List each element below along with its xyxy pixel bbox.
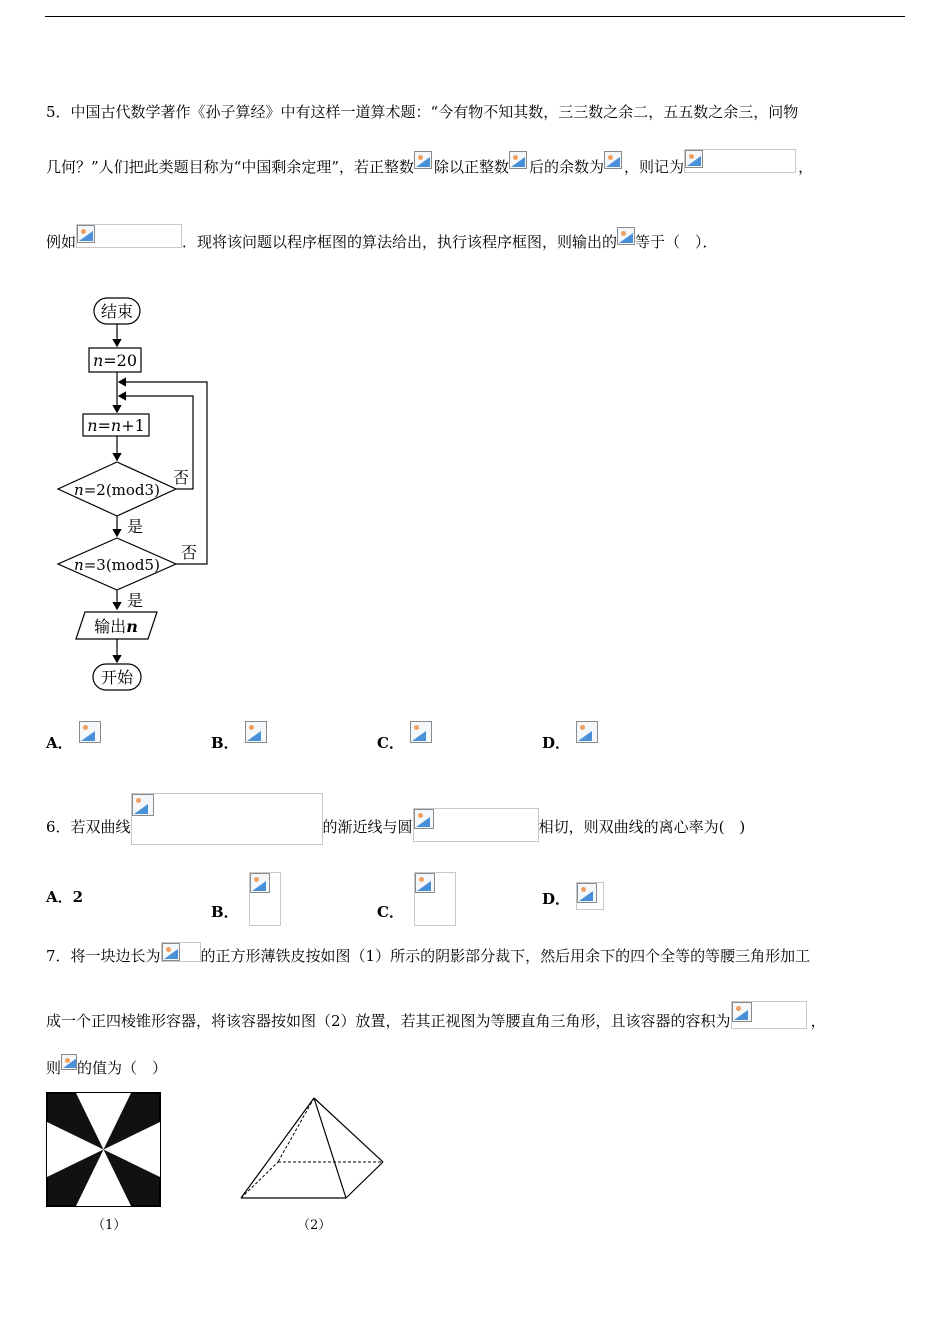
q5-option-c[interactable] [377, 732, 426, 755]
figure-1-square [46, 1092, 162, 1208]
formula-image-icon [61, 1054, 77, 1070]
flowchart [50, 290, 220, 695]
option-label: A． [46, 734, 73, 752]
option-label: D． [542, 734, 571, 752]
q5-text: ， [798, 158, 814, 176]
q5-line-2 [46, 155, 813, 179]
flow-init-label: n=20 [92, 351, 138, 370]
q7-text: 的值为（ ） [77, 1059, 168, 1077]
option-label: A．2 [46, 888, 84, 906]
formula-image-icon [76, 224, 182, 248]
flow-no-label: 否 [173, 468, 190, 487]
q7-line-3 [46, 1057, 167, 1078]
option-label: C． [377, 734, 404, 752]
q5-option-b[interactable] [211, 732, 261, 755]
q7-text: 成一个正四棱锥形容器，将该容器按如图（2）放置，若其正视图为等腰直角三角形，且该容器的容积为 [46, 1012, 731, 1030]
header-rule [45, 16, 905, 17]
q7-text: 的正方形薄铁皮按如图（1）所示的阴影部分裁下，然后用余下的四个全等的等腰三角形加工 [200, 947, 811, 965]
formula-image-icon [245, 721, 267, 743]
flow-end-label: 开始 [100, 668, 134, 687]
flow-yes-label: 是 [127, 517, 144, 536]
formula-image-icon [576, 721, 598, 743]
q6-option-b[interactable] [211, 886, 271, 940]
q5-text: 例如 [46, 233, 77, 251]
q5-text: 后的余数为 [529, 158, 605, 176]
option-label: C． [377, 903, 404, 921]
q5-line-1 [46, 101, 798, 122]
formula-image-icon [509, 151, 529, 171]
flow-condition-mod5-label: n=3(mod5) [74, 556, 160, 574]
q6-text: 6．若双曲线 [46, 818, 131, 836]
q7-text: 则 [46, 1059, 62, 1077]
flow-start-label: 结束 [100, 302, 134, 321]
q5-text: 5．中国古代数学著作《孙子算经》中有这样一道算术题：“今有物不知其数，三三数之余二，五五数之余三，问物 [46, 103, 799, 121]
formula-image-icon [410, 721, 432, 743]
formula-image-icon [731, 1001, 807, 1029]
q6-option-c[interactable] [377, 886, 446, 940]
q5-text: 几何？”人们把此类题目称为“中国剩余定理”，若正整数 [46, 158, 415, 176]
formula-image-icon [161, 942, 201, 962]
figure-2-pyramid [236, 1094, 388, 1206]
formula-image-icon [684, 149, 796, 173]
formula-image-icon [576, 882, 604, 910]
flow-no-label: 否 [181, 543, 198, 562]
q5-text: ，则记为 [624, 158, 685, 176]
flow-output-label: 输出n [94, 617, 138, 636]
q6-option-d[interactable] [542, 886, 598, 914]
formula-image-icon [604, 151, 624, 171]
q5-text: 等于（ ）． [635, 233, 718, 251]
option-label: B． [211, 903, 239, 921]
q5-text: 除以正整数 [434, 158, 510, 176]
q6-option-a[interactable] [46, 886, 83, 907]
figure-2-caption: （2） [297, 1218, 332, 1233]
formula-image-icon [79, 721, 101, 743]
flow-condition-mod3-label: n=2(mod3) [74, 481, 160, 499]
formula-image-icon [617, 227, 635, 245]
formula-image-icon [414, 872, 456, 926]
q6-line [46, 801, 745, 853]
figure-1-caption: （1） [92, 1218, 127, 1233]
formula-image-icon [413, 808, 539, 842]
q7-text: 7．将一块边长为 [46, 947, 161, 965]
q7-line-2 [46, 1007, 826, 1035]
q7-text: ， [810, 1012, 826, 1030]
q5-text: ．现将该问题以程序框图的算法给出，执行该程序框图，则输出的 [182, 233, 618, 251]
formula-image-icon [414, 151, 434, 171]
flow-yes-label: 是 [127, 591, 144, 610]
q5-line-3 [46, 230, 718, 254]
q5-option-a[interactable] [46, 732, 95, 755]
q7-line-1 [46, 945, 810, 966]
formula-image-icon [131, 793, 323, 845]
option-label: B． [211, 734, 239, 752]
formula-image-icon [249, 872, 281, 926]
flow-increment-label: n=n+1 [87, 416, 145, 435]
q5-option-d[interactable] [542, 732, 592, 755]
option-label: D． [542, 890, 571, 908]
q6-text: 相切，则双曲线的离心率为( ) [538, 818, 746, 836]
q6-text: 的渐近线与圆 [322, 818, 413, 836]
